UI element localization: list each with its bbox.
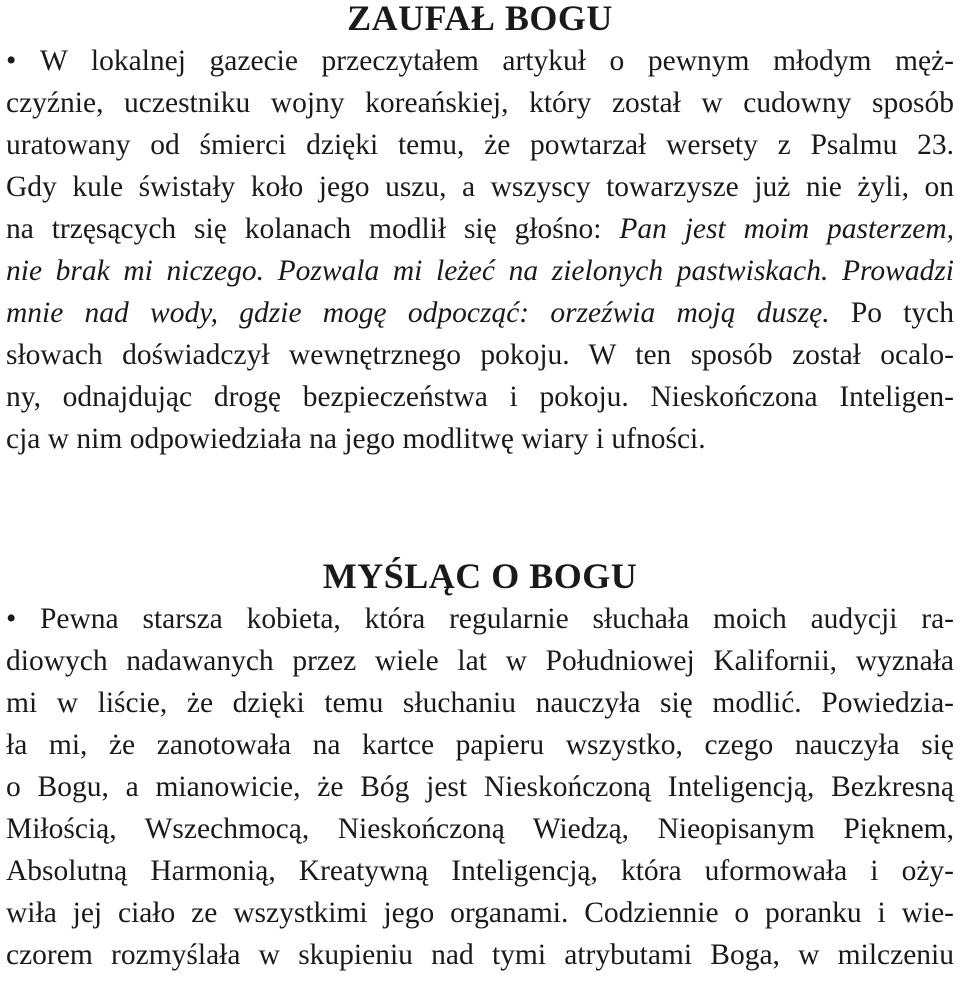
text-line [6,334,954,376]
text-segment: Po tych [829,297,954,329]
text-segment: ż- [931,45,954,77]
italic-psalm-text: nie brak mi niczego. Pozwala mi leżeć na zielonych pastwiskach. Prowadzi [6,255,954,287]
text-segment: słowach doświadczył wewnętrznego pokoju. W ten sposób został ocalo- [6,339,954,371]
text-line [6,892,954,934]
italic-psalm-text: mnie nad wody, gdzie mogę odpocząć: orzeźwia moją duszę. [6,297,830,329]
text-line [6,376,954,418]
text-line [6,766,954,808]
text-segment: W lokalnej gazecie przeczytałem artykuł o pewnym młodym mę [40,45,932,77]
text-segment: o Bogu, a mianowicie, że Bóg jest Nieskończoną Inteligencją, Bezkresną [6,771,954,803]
text-segment: Pewna starsza kobieta, która regularnie słuchała moich audycji ra- [40,603,954,635]
text-segment: uratowany od śmierci dzięki temu, że powtarzał wersety z Psalmu 23. [6,129,954,161]
text-line [6,640,954,682]
section-title: MYŚLĄC O BOGU [322,556,638,596]
text-segment: ła mi, że zanotowała na kartce papieru wszystko, czego nauczyła się [6,729,954,761]
text-segment: na trzęsących się kolanach modlił się głośno: [6,213,620,245]
text-line [6,808,954,850]
text-line [6,82,954,124]
section-title: ZAUFAŁ BOGU [347,0,613,38]
text-line [6,124,954,166]
text-line [6,934,954,976]
text-line [6,40,954,82]
text-line [6,682,954,724]
text-segment: ny, odnajdując drogę bezpieczeństwa i pokoju. Nieskończona Inteligen- [6,381,954,413]
text-segment: Miłością, Wszechmocą, Nieskończoną Wiedzą, Nieopisanym Pięknem, [6,813,954,845]
text-segment: Absolutną Harmonią, Kreatywną Inteligencją, która uformowała i oży- [6,855,954,887]
text-segment: czorem rozmyślała w skupieniu nad tymi atrybutami Boga, w milczeniu [6,939,954,971]
text-line [6,292,954,334]
text-line [6,724,954,766]
bullet: • [6,603,17,635]
text-line [6,208,954,250]
text-segment: mi w liście, że dzięki temu słuchaniu nauczyła się modlić. Powiedzia- [6,687,954,719]
italic-psalm-text: Pan jest moim pasterzem, [619,213,955,245]
text-segment: wiła jej ciało ze wszystkimi jego organami. Codziennie o poranku i wie- [6,897,954,929]
text-line [6,418,954,460]
text-line [6,166,954,208]
text-segment: czyźnie, uczestniku wojny koreańskiej, który został w cudowny sposób [6,87,954,119]
text-line [6,598,954,640]
text-line [6,850,954,892]
text-segment: Gdy kule świstały koło jego uszu, a wszyscy towarzysze już nie żyli, on [6,171,954,203]
text-segment: cja w nim odpowiedziała na jego modlitwę wiary i ufności. [6,423,706,455]
text-segment: diowych nadawanych przez wiele lat w Południowej Kalifornii, wyznała [6,645,954,677]
text-line [6,250,954,292]
bullet: • [6,45,17,77]
